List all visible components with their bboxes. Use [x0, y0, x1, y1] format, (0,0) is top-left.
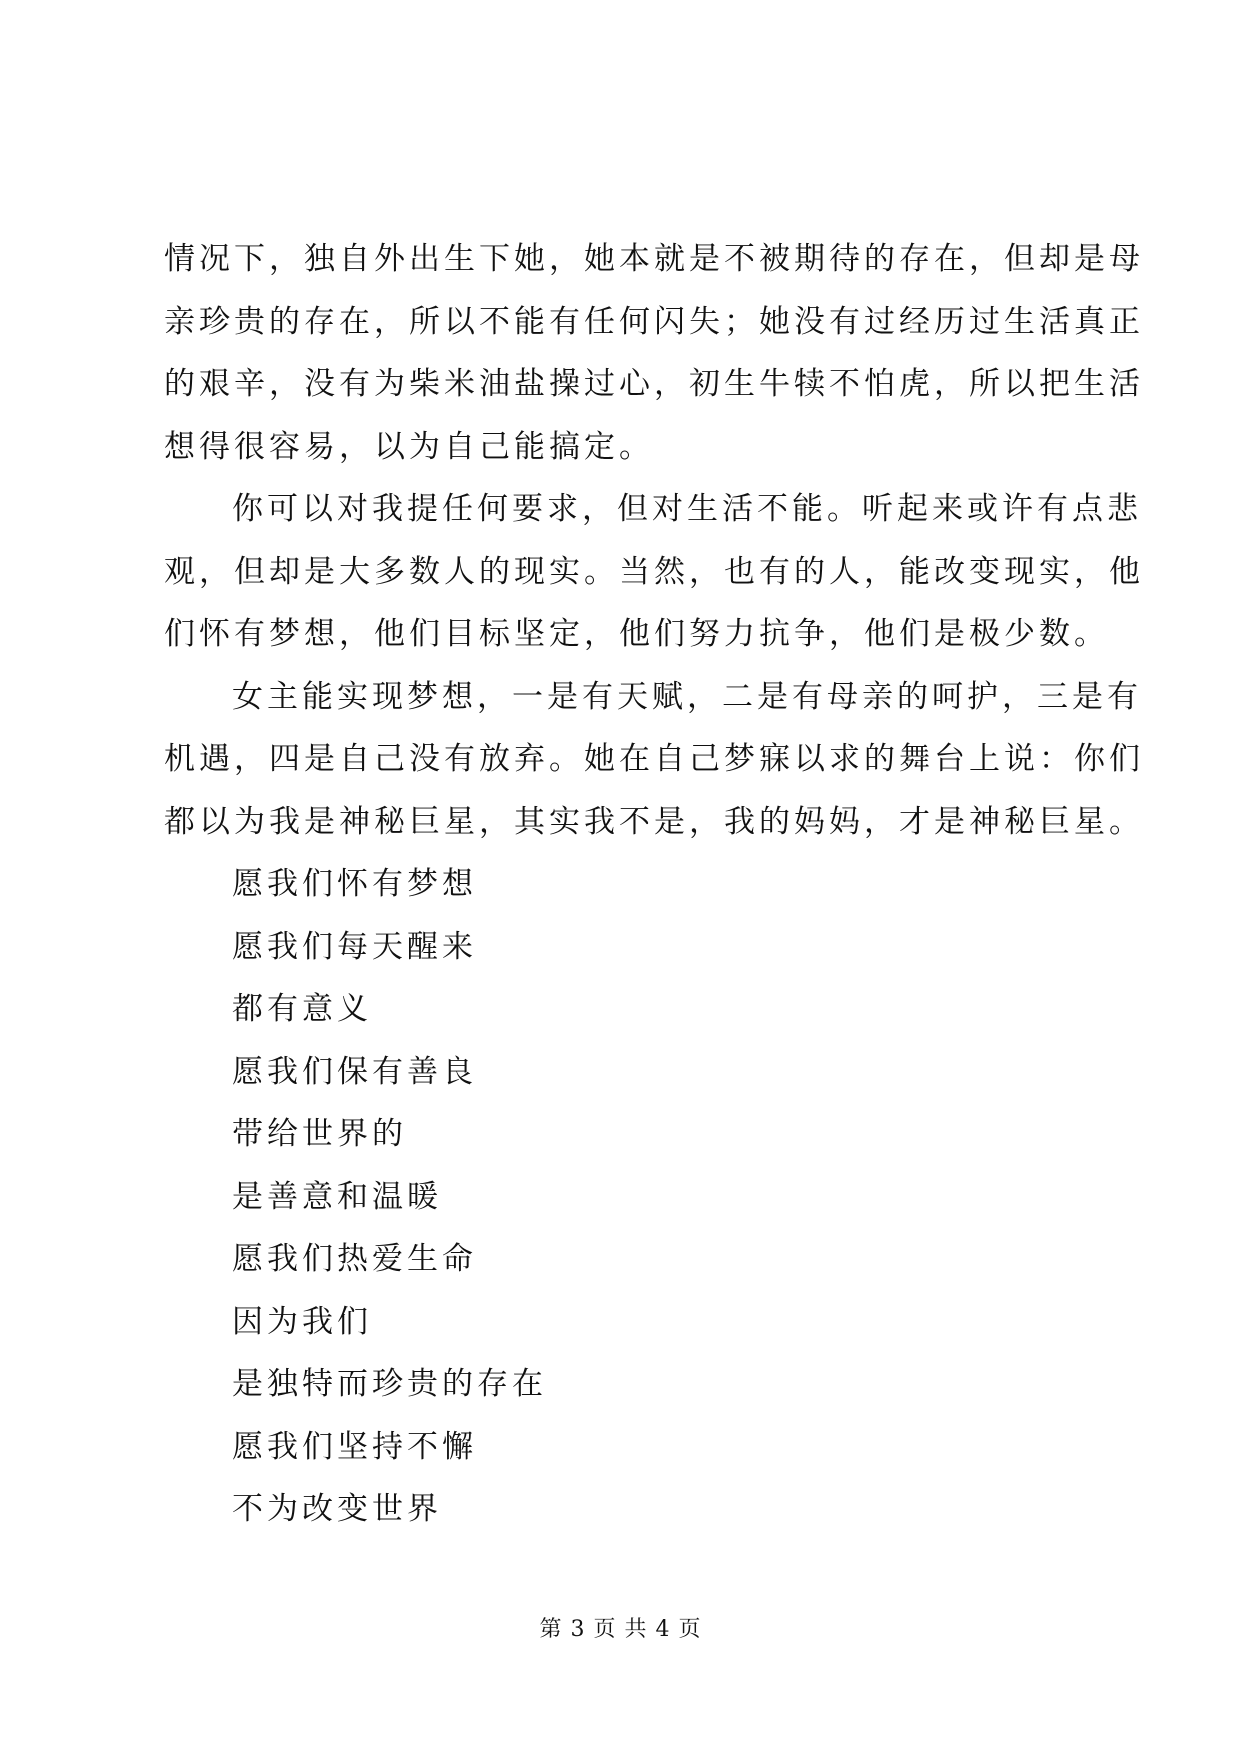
poem-line: 是独特而珍贵的存在: [232, 1366, 547, 1402]
poem-line: 都有意义: [232, 991, 372, 1027]
text-line: 女主能实现梦想，一是有天赋，二是有母亲的呵护，三是有: [232, 678, 1142, 715]
text-line: 情况下，独自外出生下她，她本就是不被期待的存在，但却是母: [164, 241, 1144, 277]
paragraph-2: [164, 478, 1144, 666]
poem-line: 愿我们保有善良: [232, 1053, 477, 1090]
poem: [164, 853, 1094, 1541]
poem-line: 愿我们坚持不懈: [232, 1428, 477, 1465]
paragraph-3: [164, 666, 1144, 854]
poem-line: 因为我们: [232, 1303, 372, 1340]
text-line: 亲珍贵的存在，所以不能有任何闪失；她没有过经历过生活真正: [164, 303, 1144, 340]
paragraph-1: [164, 228, 1144, 478]
document-body: [164, 228, 1144, 1541]
text-line: 机遇，四是自己没有放弃。她在自己梦寐以求的舞台上说：你们: [164, 741, 1144, 777]
text-line: 们怀有梦想，他们目标坚定，他们努力抗争，他们是极少数。: [164, 616, 1109, 652]
poem-line: 是善意和温暖: [232, 1178, 442, 1215]
text-line: 想得很容易，以为自己能搞定。: [164, 428, 654, 465]
poem-line: 愿我们每天醒来: [232, 928, 477, 965]
text-line: 的艰辛，没有为柴米油盐操过心，初生牛犊不怕虎，所以把生活: [164, 366, 1144, 402]
text-line: 你可以对我提任何要求，但对生活不能。听起来或许有点悲: [232, 491, 1142, 527]
poem-line: 带给世界的: [232, 1116, 407, 1152]
text-line: 观，但却是大多数人的现实。当然，也有的人，能改变现实，他: [164, 553, 1144, 590]
poem-line: 不为改变世界: [232, 1491, 442, 1527]
page-number-footer: 第 3 页 共 4 页: [539, 1617, 702, 1642]
text-line: 都以为我是神秘巨星，其实我不是，我的妈妈，才是神秘巨星。: [164, 803, 1144, 840]
poem-line: 愿我们热爱生命: [232, 1241, 477, 1277]
poem-line: 愿我们怀有梦想: [232, 866, 477, 902]
